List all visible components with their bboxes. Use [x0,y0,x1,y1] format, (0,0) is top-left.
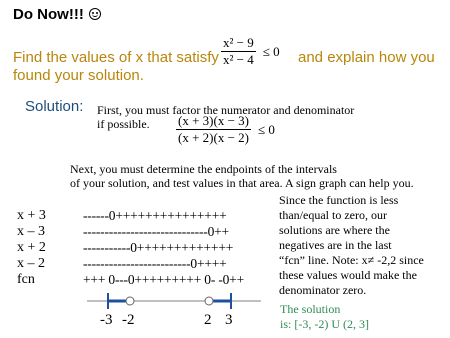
prompt-denominator: x² − 4 [223,52,254,67]
factored-inequality [176,113,275,146]
sign-row: +++ 0---0+++++++++ 0- -0++ [83,272,244,287]
prompt-line1-right: and explain how you [298,49,435,66]
factor-row: x – 3 [17,224,45,239]
explanation-text [279,193,424,298]
sign-row: -----------0+++++++++++++ [83,240,234,255]
factor-row: fcn [17,272,35,287]
factor-row: x + 2 [17,240,46,255]
step2-line1: Next, you must determine the endpoints of the intervals [70,162,337,176]
sign-list [83,208,244,288]
factor-row: x – 2 [17,256,45,271]
prompt-numerator: x² − 9 [223,35,254,50]
solution-label: Solution: [25,98,84,115]
page-title [13,6,101,23]
prompt-line1-left: Find the values of x that satisfy [13,49,219,66]
step1-line1: First, you must factor the numerator and denominator [97,103,355,117]
answer-line1: The solution [280,302,341,316]
axis-label: -2 [122,312,135,328]
prompt-line2: found your solution. [13,67,144,84]
smiley-icon [89,8,101,20]
factored-fraction [176,113,251,146]
axis-label: 3 [225,312,233,328]
factored-relation: ≤ 0 [257,121,275,137]
solution-step2 [70,162,414,190]
explanation-line: than/equal to zero, our [279,208,387,222]
step1-line2: if possible. [97,117,150,131]
factored-denominator: (x + 2)(x − 2) [178,130,249,145]
explanation-line: solutions are where the [279,223,390,237]
step2-line2: of your solution, and test values in that area. A sign graph can help you. [70,176,414,190]
prompt-relation: ≤ 0 [262,43,280,59]
sign-row: -------------------------0++++ [83,256,227,271]
explanation-line: denominator zero. [279,283,367,297]
factored-numerator: (x + 3)(x − 3) [178,113,249,128]
explanation-line: negatives are in the last [279,238,392,252]
answer-line2: is: [-3, -2) U (2, 3] [280,317,369,331]
axis-label: -3 [100,312,113,328]
axis-label: 2 [204,312,212,328]
factor-row: x + 3 [17,208,46,223]
prompt-fraction [221,35,256,68]
open-endpoint--2 [126,297,134,305]
explanation-line: these values would make the [279,268,417,282]
sign-row: ------0+++++++++++++++ [83,208,227,223]
prompt-inequality [221,35,280,68]
factor-list [17,208,46,288]
explanation-line: “fcn” line. Note: x≠ -2,2 since [279,253,424,267]
sign-row: -----------------------------0++ [83,224,229,239]
answer-text [280,302,369,332]
title-text: Do Now!!! [13,6,84,23]
explanation-line: Since the function is less [279,193,399,207]
open-endpoint-2 [205,297,213,305]
